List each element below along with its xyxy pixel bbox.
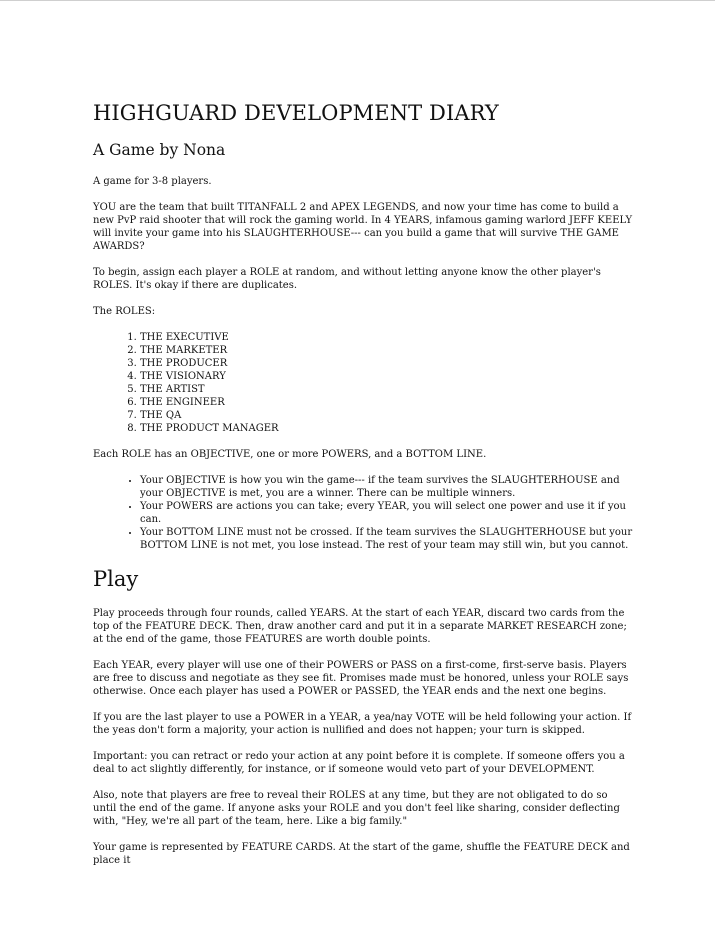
play-paragraph: Each YEAR, every player will use one of their POWERS or PASS on a first-come, first-serve basis. Players are free to discuss and negotiate as they see fit. Promises made must be honored, unless your ROLE says otherwise. Once each player has used a POWER or PASSED, the YEAR ends and the next one begins. — [93, 660, 629, 697]
role-item: 8. THE PRODUCT MANAGER — [140, 422, 633, 435]
document-subtitle: A Game by Nona — [93, 141, 226, 159]
players-paragraph: A game for 3-8 players. — [93, 176, 212, 187]
bottom-line-bullet: • Your BOTTOM LINE must not be crossed. If the team survives the SLAUGHTERHOUSE but your BOTTOM LINE is not met, you lose instead. The rest of your team may still win, but you cannot. — [140, 526, 633, 552]
play-paragraph: If you are the last player to use a POWER in a YEAR, a yea/nay VOTE will be held following your action. If the yeas don't form a majority, your action is nullified and does not happen; your turn is skipped. — [93, 712, 632, 736]
role-item: 1. THE EXECUTIVE — [140, 331, 633, 344]
role-bullets-list — [93, 474, 633, 552]
role-item: 4. THE VISIONARY — [140, 370, 633, 383]
objective-bullet: • Your OBJECTIVE is how you win the game--- if the team survives the SLAUGHTERHOUSE and your OBJECTIVE is met, you are a winner. There can be multiple winners. — [140, 474, 633, 500]
role-item: 3. THE PRODUCER — [140, 357, 633, 370]
role-item: 7. THE QA — [140, 409, 633, 422]
premise-paragraph: YOU are the team that built TITANFALL 2 and APEX LEGENDS, and now your time has come to build a new PvP raid shooter that will rock the gaming world. In 4 YEARS, infamous gaming warlord JEFF KEELY will invite your game into his SLAUGHTERHOUSE--- can you build a game that will survive THE GAME AWARDS? — [93, 202, 633, 252]
role-item: 6. THE ENGINEER — [140, 396, 633, 409]
play-heading: Play — [93, 567, 139, 591]
powers-bullet: • Your POWERS are actions you can take; every YEAR, you will select one power and use it if you can. — [140, 500, 633, 526]
roles-list — [93, 331, 633, 435]
document-title: HIGHGUARD DEVELOPMENT DIARY — [93, 101, 499, 125]
role-item: 2. THE MARKETER — [140, 344, 633, 357]
role-item: 5. THE ARTIST — [140, 383, 633, 396]
roles-heading: The ROLES: — [93, 306, 156, 317]
role-summary-paragraph: Each ROLE has an OBJECTIVE, one or more POWERS, and a BOTTOM LINE. — [93, 449, 487, 460]
play-paragraph: Important: you can retract or redo your action at any point before it is complete. If someone offers you a deal to act slightly differently, for instance, or if someone would veto part of your DEVELOPMENT. — [93, 751, 625, 775]
play-paragraph: Your game is represented by FEATURE CARDS. At the start of the game, shuffle the FEATURE DECK and place it — [93, 842, 630, 866]
play-paragraph: Play proceeds through four rounds, called YEARS. At the start of each YEAR, discard two cards from the top of the FEATURE DECK. Then, draw another card and put it in a separate MARKET RESEARCH zone; at the end of the game, those FEATURES are worth double points. — [93, 608, 627, 645]
play-paragraph: Also, note that players are free to reveal their ROLES at any time, but they are not obligated to do so until the end of the game. If anyone asks your ROLE and you don't feel like sharing, consider deflecting with, "Hey, we're all part of the team, here. Like a big family." — [93, 790, 620, 827]
document-page — [93, 100, 633, 867]
assign-paragraph: To begin, assign each player a ROLE at random, and without letting anyone know the other player's ROLES. It's okay if there are duplicates. — [93, 267, 601, 291]
top-border — [0, 0, 715, 1]
